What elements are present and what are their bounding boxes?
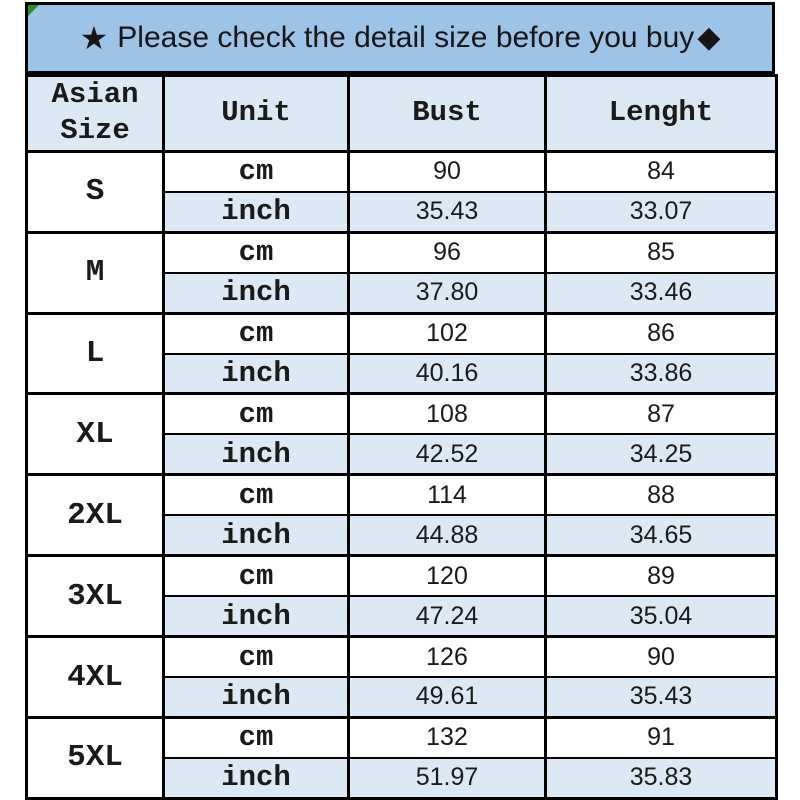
unit-label-inch: inch xyxy=(164,515,349,555)
table-row-l-cm xyxy=(27,313,777,353)
unit-label-cm: cm xyxy=(164,151,349,191)
notice-text: Please check the detail size before you buy xyxy=(117,21,695,54)
length-inch-value: 33.07 xyxy=(546,192,777,232)
length-cm-value: 84 xyxy=(546,151,777,191)
length-inch-value: 35.04 xyxy=(546,596,777,636)
bust-cm-value: 120 xyxy=(349,556,546,596)
size-label-3xl: 3XL xyxy=(27,556,164,637)
col-header-bust: Bust xyxy=(349,76,546,152)
size-label-s: S xyxy=(27,151,164,232)
length-inch-value: 34.65 xyxy=(546,515,777,555)
col-header-unit: Unit xyxy=(164,76,349,152)
green-corner-marker-icon xyxy=(28,5,39,16)
bust-inch-value: 35.43 xyxy=(349,192,546,232)
length-cm-value: 86 xyxy=(546,313,777,353)
length-cm-value: 90 xyxy=(546,637,777,677)
bust-cm-value: 114 xyxy=(349,475,546,515)
bust-cm-value: 108 xyxy=(349,394,546,434)
notice-banner xyxy=(25,2,775,74)
size-label-4xl: 4XL xyxy=(27,637,164,718)
length-cm-value: 89 xyxy=(546,556,777,596)
unit-label-cm: cm xyxy=(164,556,349,596)
bust-cm-value: 90 xyxy=(349,151,546,191)
table-row-5xl-cm xyxy=(27,717,777,757)
table-row-s-cm xyxy=(27,151,777,191)
length-cm-value: 91 xyxy=(546,717,777,757)
unit-label-inch: inch xyxy=(164,273,349,313)
table-row-xl-cm xyxy=(27,394,777,434)
unit-label-inch: inch xyxy=(164,677,349,717)
bust-inch-value: 42.52 xyxy=(349,434,546,474)
table-row-m-cm xyxy=(27,232,777,272)
star-icon: ★ xyxy=(79,20,109,56)
bust-inch-value: 51.97 xyxy=(349,758,546,799)
unit-label-inch: inch xyxy=(164,354,349,394)
unit-label-cm: cm xyxy=(164,717,349,757)
unit-label-cm: cm xyxy=(164,232,349,272)
length-inch-value: 35.83 xyxy=(546,758,777,799)
unit-label-cm: cm xyxy=(164,475,349,515)
length-cm-value: 88 xyxy=(546,475,777,515)
unit-label-inch: inch xyxy=(164,596,349,636)
length-cm-value: 85 xyxy=(546,232,777,272)
unit-label-cm: cm xyxy=(164,313,349,353)
bust-cm-value: 96 xyxy=(349,232,546,272)
bust-inch-value: 44.88 xyxy=(349,515,546,555)
length-inch-value: 33.46 xyxy=(546,273,777,313)
bust-cm-value: 126 xyxy=(349,637,546,677)
size-label-2xl: 2XL xyxy=(27,475,164,556)
size-table xyxy=(25,74,778,800)
size-label-xl: XL xyxy=(27,394,164,475)
bust-cm-value: 102 xyxy=(349,313,546,353)
bust-inch-value: 47.24 xyxy=(349,596,546,636)
unit-label-inch: inch xyxy=(164,758,349,799)
bust-inch-value: 49.61 xyxy=(349,677,546,717)
table-row-3xl-cm xyxy=(27,556,777,596)
col-header-asian-size: Asian Size xyxy=(27,76,164,152)
length-cm-value: 87 xyxy=(546,394,777,434)
bust-inch-value: 40.16 xyxy=(349,354,546,394)
unit-label-cm: cm xyxy=(164,637,349,677)
col-header-length: Lenght xyxy=(546,76,777,152)
unit-label-cm: cm xyxy=(164,394,349,434)
table-header-row xyxy=(27,76,777,152)
unit-label-inch: inch xyxy=(164,434,349,474)
length-inch-value: 35.43 xyxy=(546,677,777,717)
diamond-icon: ◆ xyxy=(697,21,721,54)
size-label-m: M xyxy=(27,232,164,313)
length-inch-value: 33.86 xyxy=(546,354,777,394)
size-label-5xl: 5XL xyxy=(27,717,164,798)
bust-inch-value: 37.80 xyxy=(349,273,546,313)
unit-label-inch: inch xyxy=(164,192,349,232)
size-label-l: L xyxy=(27,313,164,394)
table-row-4xl-cm xyxy=(27,637,777,677)
length-inch-value: 34.25 xyxy=(546,434,777,474)
bust-cm-value: 132 xyxy=(349,717,546,757)
table-row-2xl-cm xyxy=(27,475,777,515)
